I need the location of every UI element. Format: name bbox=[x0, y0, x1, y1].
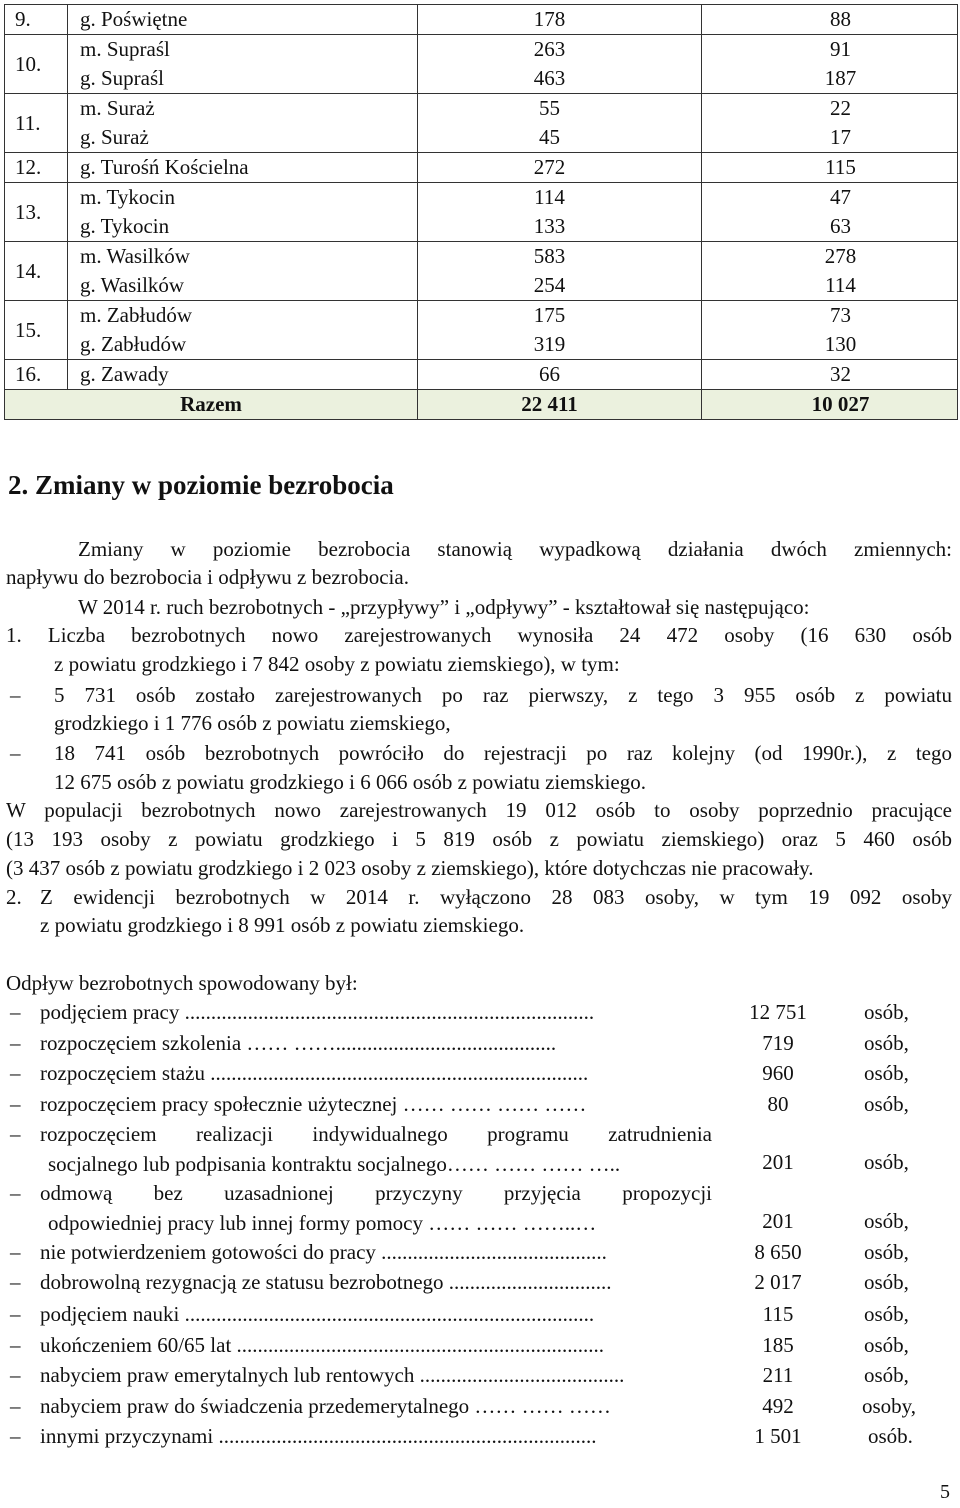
outflow-unit: osoby, bbox=[862, 1394, 917, 1418]
total-label: Razem bbox=[5, 390, 418, 420]
value-women: 17 bbox=[702, 123, 958, 153]
value-total: 45 bbox=[418, 123, 702, 153]
value-total: 463 bbox=[418, 64, 702, 94]
outflow-unit: osób, bbox=[864, 1270, 909, 1294]
total-value-all: 22 411 bbox=[418, 390, 702, 420]
paragraph-line: W 2014 r. ruch bezrobotnych - „przypływy” i „odpływy” - kształtował się następująco: bbox=[78, 595, 810, 619]
table-row bbox=[5, 94, 958, 124]
value-women: 32 bbox=[702, 360, 958, 390]
table-row bbox=[5, 301, 958, 331]
outflow-value: 201 bbox=[762, 1209, 794, 1233]
value-women: 114 bbox=[702, 271, 958, 301]
total-value-women: 10 027 bbox=[702, 390, 958, 420]
gmina-name: m. Tykocin bbox=[68, 183, 418, 213]
paragraph-line: (3 437 osób z powiatu grodzkiego i 2 023 osoby z ziemskiego), które dotychczas nie pracowały. bbox=[6, 856, 814, 880]
dash-item-line: 12 675 osób z powiatu grodzkiego i 6 066 osób z powiatu ziemskiego. bbox=[54, 770, 646, 794]
list-item bbox=[0, 1270, 960, 1300]
outflow-label-continued: socjalnego lub podpisania kontraktu socjalnego…… …… …… ….. bbox=[48, 1152, 621, 1176]
row-number: 10. bbox=[5, 35, 68, 94]
dash-bullet: – bbox=[10, 1061, 21, 1085]
list-item bbox=[0, 1181, 960, 1241]
row-number: 11. bbox=[5, 94, 68, 153]
table-row bbox=[5, 330, 958, 360]
value-women: 88 bbox=[702, 5, 958, 35]
dash-bullet: – bbox=[10, 1394, 21, 1418]
value-women: 115 bbox=[702, 153, 958, 183]
outflow-label: ukończeniem 60/65 lat ...................................................................... bbox=[40, 1333, 605, 1357]
gmina-name: m. Wasilków bbox=[68, 242, 418, 272]
outflow-label: innymi przyczynami ........................................................................ bbox=[40, 1424, 597, 1448]
gminy-table bbox=[4, 4, 958, 420]
outflow-unit: osób, bbox=[864, 1000, 909, 1024]
total-row bbox=[5, 390, 958, 420]
table-row bbox=[5, 183, 958, 213]
value-total: 319 bbox=[418, 330, 702, 360]
item-2-line: z powiatu grodzkiego i 8 991 osób z powiatu ziemskiego. bbox=[40, 913, 525, 937]
row-number: 14. bbox=[5, 242, 68, 301]
dash-bullet: – bbox=[10, 1122, 21, 1146]
value-total: 272 bbox=[418, 153, 702, 183]
dash-bullet: – bbox=[10, 1424, 21, 1448]
value-women: 47 bbox=[702, 183, 958, 213]
value-total: 133 bbox=[418, 212, 702, 242]
row-number: 13. bbox=[5, 183, 68, 242]
table-row bbox=[5, 271, 958, 301]
table-row bbox=[5, 5, 958, 35]
row-number: 9. bbox=[5, 5, 68, 35]
dash-bullet: – bbox=[10, 1031, 21, 1055]
outflow-value: 80 bbox=[767, 1092, 789, 1116]
value-women: 73 bbox=[702, 301, 958, 331]
outflow-title: Odpływ bezrobotnych spowodowany był: bbox=[6, 971, 358, 995]
list-item bbox=[0, 1333, 960, 1363]
outflow-label: nabyciem praw emerytalnych lub rentowych ....................................... bbox=[40, 1363, 625, 1387]
outflow-value: 719 bbox=[762, 1031, 794, 1055]
outflow-unit: osób, bbox=[864, 1209, 909, 1233]
outflow-label: dobrowolną rezygnacją ze statusu bezrobotnego ............................... bbox=[40, 1270, 612, 1294]
dash-bullet: – bbox=[10, 1333, 21, 1357]
table-row bbox=[5, 242, 958, 272]
dash-bullet: – bbox=[10, 1240, 21, 1264]
outflow-value: 201 bbox=[762, 1150, 794, 1174]
outflow-unit: osób. bbox=[868, 1424, 913, 1448]
gmina-name: m. Supraśl bbox=[68, 35, 418, 65]
dash-bullet: – bbox=[10, 1181, 21, 1205]
gmina-name: g. Turośń Kościelna bbox=[68, 153, 418, 183]
list-item bbox=[0, 1302, 960, 1332]
outflow-unit: osób, bbox=[864, 1150, 909, 1174]
row-number: 16. bbox=[5, 360, 68, 390]
paragraph-line: Zmiany w poziomie bezrobocia stanowią wypadkową działania dwóch zmiennych: bbox=[78, 537, 952, 561]
outflow-label-continued: odpowiedniej pracy lub innej formy pomocy …… …… ……..… bbox=[48, 1211, 597, 1235]
section-heading: 2. Zmiany w poziomie bezrobocia bbox=[8, 470, 394, 500]
value-total: 254 bbox=[418, 271, 702, 301]
dash-bullet: – bbox=[10, 1302, 21, 1326]
gmina-name: g. Zawady bbox=[68, 360, 418, 390]
table-row bbox=[5, 153, 958, 183]
outflow-unit: osób, bbox=[864, 1363, 909, 1387]
list-item bbox=[0, 1424, 960, 1454]
outflow-value: 12 751 bbox=[749, 1000, 807, 1024]
value-women: 278 bbox=[702, 242, 958, 272]
dash-bullet: – bbox=[10, 1363, 21, 1387]
outflow-value: 185 bbox=[762, 1333, 794, 1357]
dash-item-line: 5 731 osób zostało zarejestrowanych po raz pierwszy, z tego 3 955 osób z powiatu bbox=[54, 683, 952, 707]
item-2-number: 2. bbox=[6, 885, 22, 909]
list-item bbox=[0, 1122, 960, 1182]
list-item bbox=[0, 1363, 960, 1393]
outflow-unit: osób, bbox=[864, 1092, 909, 1116]
outflow-label: nie potwierdzeniem gotowości do pracy ........................................... bbox=[40, 1240, 607, 1264]
row-number: 15. bbox=[5, 301, 68, 360]
outflow-unit: osób, bbox=[864, 1333, 909, 1357]
outflow-value: 115 bbox=[762, 1302, 794, 1326]
outflow-value: 1 501 bbox=[754, 1424, 802, 1448]
gmina-name: g. Wasilków bbox=[68, 271, 418, 301]
outflow-value: 492 bbox=[762, 1394, 794, 1418]
gmina-name: g. Zabłudów bbox=[68, 330, 418, 360]
value-women: 130 bbox=[702, 330, 958, 360]
dash-item-line: grodzkiego i 1 776 osób z powiatu ziemskiego, bbox=[54, 711, 451, 735]
value-women: 22 bbox=[702, 94, 958, 124]
list-item bbox=[0, 1092, 960, 1122]
gmina-name: m. Zabłudów bbox=[68, 301, 418, 331]
outflow-label: rozpoczęciem szkolenia …… …….......................................... bbox=[40, 1031, 557, 1055]
item-2-line: Z ewidencji bezrobotnych w 2014 r. wyłączono 28 083 osoby, w tym 19 092 osoby bbox=[40, 885, 952, 909]
dash-bullet: – bbox=[10, 741, 21, 765]
value-women: 63 bbox=[702, 212, 958, 242]
paragraph-line: W populacji bezrobotnych nowo zarejestrowanych 19 012 osób to osoby poprzednio pracujące bbox=[6, 798, 952, 822]
value-total: 55 bbox=[418, 94, 702, 124]
page-number: 5 bbox=[940, 1481, 950, 1503]
list-item bbox=[0, 1240, 960, 1270]
outflow-label: rozpoczęciem pracy społecznie użytecznej …… …… …… …… bbox=[40, 1092, 587, 1116]
value-women: 91 bbox=[702, 35, 958, 65]
outflow-label: nabyciem praw do świadczenia przedemerytalnego …… …… …… bbox=[40, 1394, 611, 1418]
value-total: 66 bbox=[418, 360, 702, 390]
value-total: 178 bbox=[418, 5, 702, 35]
table-row bbox=[5, 123, 958, 153]
table-row bbox=[5, 360, 958, 390]
item-1-line: z powiatu grodzkiego i 7 842 osoby z powiatu ziemskiego), w tym: bbox=[54, 652, 620, 676]
dash-bullet: – bbox=[10, 1270, 21, 1294]
list-item bbox=[0, 1000, 960, 1030]
dash-bullet: – bbox=[10, 683, 21, 707]
table-row bbox=[5, 35, 958, 65]
gmina-name: g. Poświętne bbox=[68, 5, 418, 35]
outflow-label: podjęciem nauki .............................................................................. bbox=[40, 1302, 595, 1326]
list-item bbox=[0, 1394, 960, 1424]
gmina-name: g. Supraśl bbox=[68, 64, 418, 94]
outflow-value: 960 bbox=[762, 1061, 794, 1085]
gmina-name: g. Suraż bbox=[68, 123, 418, 153]
outflow-unit: osób, bbox=[864, 1240, 909, 1264]
value-women: 187 bbox=[702, 64, 958, 94]
outflow-label: rozpoczęciem realizacji indywidualnego programu zatrudnienia bbox=[40, 1122, 712, 1146]
table-row bbox=[5, 212, 958, 242]
dash-bullet: – bbox=[10, 1000, 21, 1024]
outflow-value: 2 017 bbox=[754, 1270, 802, 1294]
table-row bbox=[5, 64, 958, 94]
value-total: 114 bbox=[418, 183, 702, 213]
gmina-name: g. Tykocin bbox=[68, 212, 418, 242]
outflow-value: 8 650 bbox=[754, 1240, 802, 1264]
outflow-unit: osób, bbox=[864, 1061, 909, 1085]
row-number: 12. bbox=[5, 153, 68, 183]
list-item bbox=[0, 1061, 960, 1091]
outflow-label: podjęciem pracy .............................................................................. bbox=[40, 1000, 595, 1024]
dash-item-line: 18 741 osób bezrobotnych powróciło do rejestracji po raz kolejny (od 1990r.), z tego bbox=[54, 741, 952, 765]
outflow-unit: osób, bbox=[864, 1302, 909, 1326]
paragraph-line: (13 193 osoby z powiatu grodzkiego i 5 819 osób z powiatu ziemskiego) oraz 5 460 osób bbox=[6, 827, 952, 851]
outflow-value: 211 bbox=[762, 1363, 794, 1387]
value-total: 583 bbox=[418, 242, 702, 272]
outflow-unit: osób, bbox=[864, 1031, 909, 1055]
item-1-line: 1. Liczba bezrobotnych nowo zarejestrowanych wynosiła 24 472 osoby (16 630 osób bbox=[6, 623, 952, 647]
outflow-label: rozpoczęciem stażu ........................................................................ bbox=[40, 1061, 589, 1085]
value-total: 175 bbox=[418, 301, 702, 331]
paragraph-line: napływu do bezrobocia i odpływu z bezrobocia. bbox=[6, 565, 409, 589]
dash-bullet: – bbox=[10, 1092, 21, 1116]
list-item bbox=[0, 1031, 960, 1061]
gmina-name: m. Suraż bbox=[68, 94, 418, 124]
outflow-label: odmową bez uzasadnionej przyczyny przyjęcia propozycji bbox=[40, 1181, 712, 1205]
value-total: 263 bbox=[418, 35, 702, 65]
